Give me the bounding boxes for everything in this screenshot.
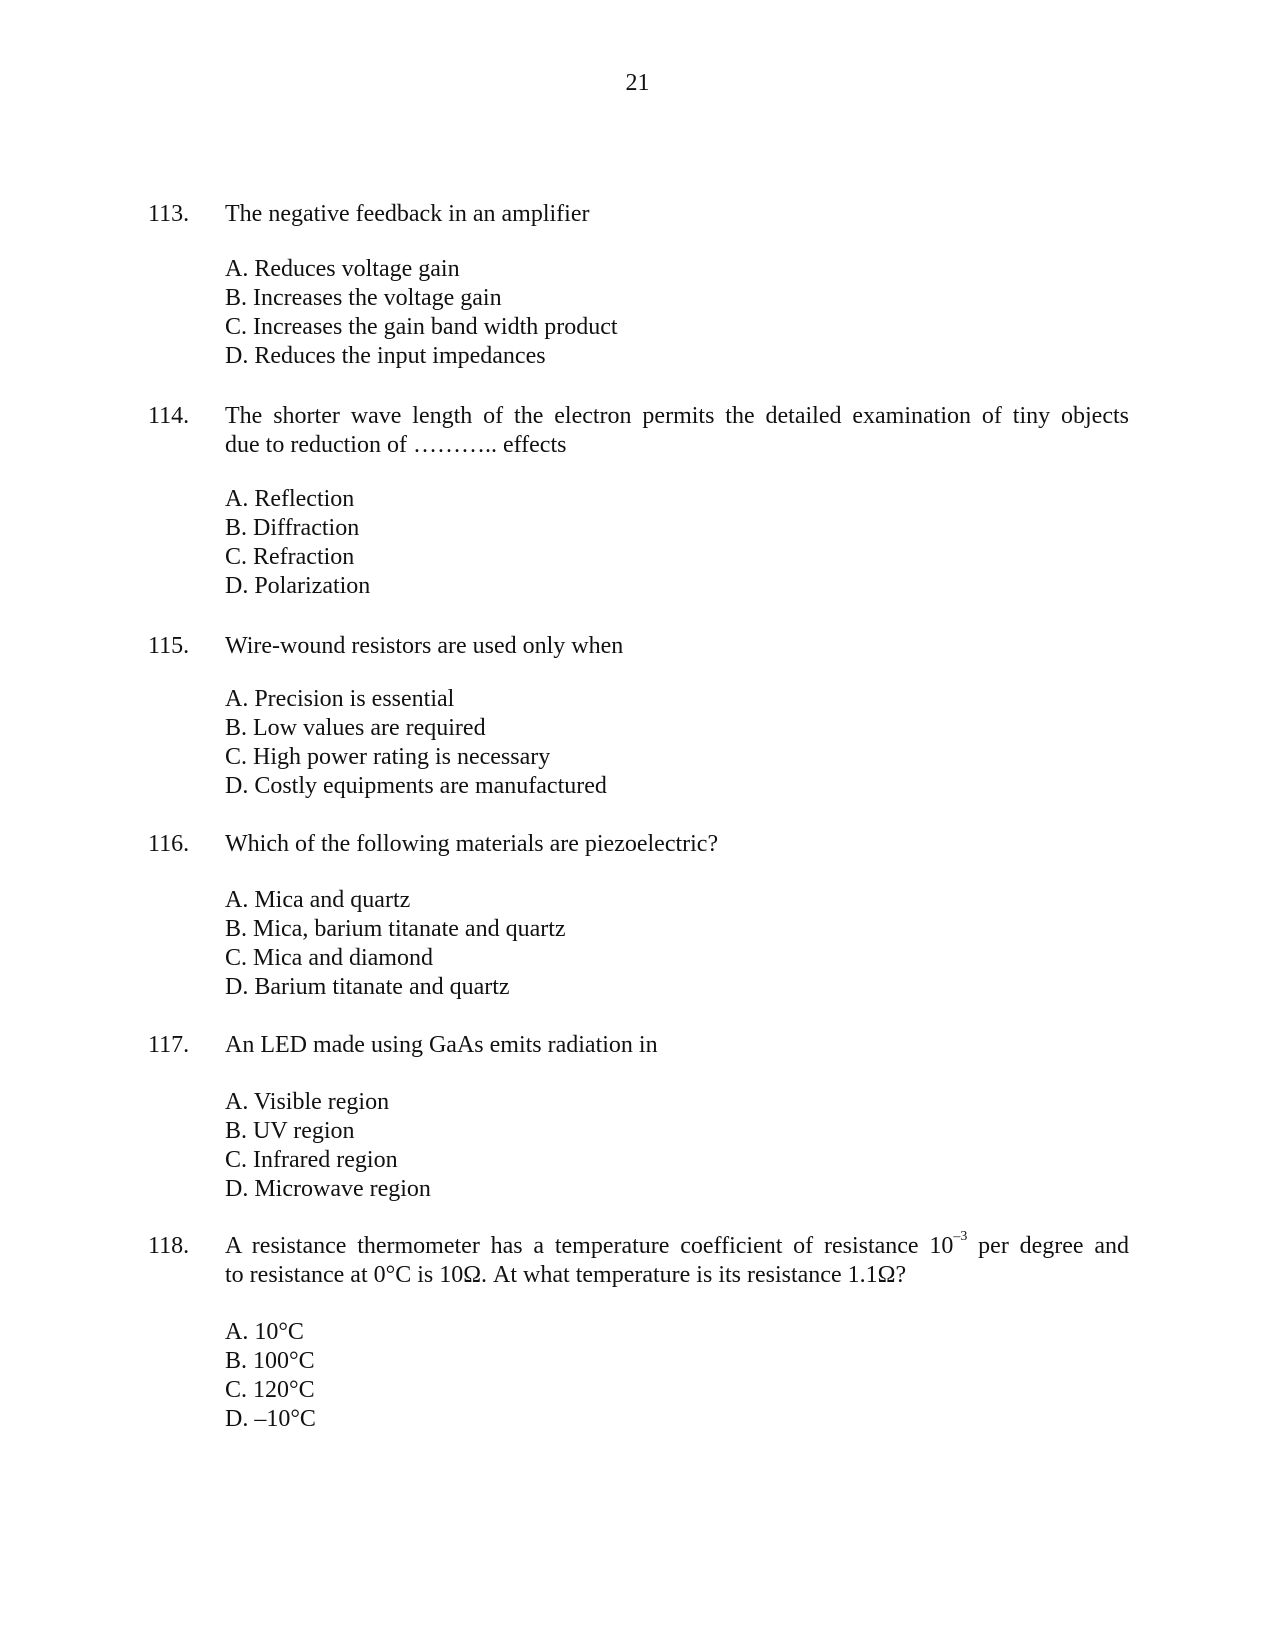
page-number: 21 <box>625 70 650 96</box>
question-number: 114. <box>148 403 190 429</box>
question-text <box>225 402 1129 460</box>
question-text: Wire-wound resistors are used only when <box>225 633 624 659</box>
option-c: C. Mica and diamond <box>225 945 433 971</box>
question-text: Which of the following materials are piezoelectric? <box>225 831 719 857</box>
option-a: A. 10°C <box>225 1319 304 1345</box>
option-c: C. Infrared region <box>225 1147 398 1173</box>
option-d: D. Microwave region <box>225 1176 431 1202</box>
question-text: An LED made using GaAs emits radiation in <box>225 1032 658 1058</box>
option-list <box>225 685 607 801</box>
option-b: B. Diffraction <box>225 515 360 541</box>
exponent: –3 <box>953 1229 968 1244</box>
option-a: A. Reduces voltage gain <box>225 256 460 282</box>
option-d: D. Barium titanate and quartz <box>225 974 510 1000</box>
option-b: B. Low values are required <box>225 715 486 741</box>
option-c: C. Increases the gain band width product <box>225 314 618 340</box>
option-list <box>225 886 566 1002</box>
question-number: 113. <box>148 201 190 227</box>
question-text-line-1 <box>225 1229 1129 1261</box>
question-text-post: per degree and <box>967 1233 1129 1259</box>
question-number: 118. <box>148 1233 190 1259</box>
option-a: A. Visible region <box>225 1089 390 1115</box>
option-list <box>225 1318 316 1434</box>
option-a: A. Mica and quartz <box>225 887 411 913</box>
question-number: 117. <box>148 1032 190 1058</box>
option-c: C. High power rating is necessary <box>225 744 551 770</box>
option-list <box>225 1088 431 1204</box>
option-list <box>225 485 370 601</box>
question-text-line-2: due to reduction of ……….. effects <box>225 432 567 458</box>
question-number: 116. <box>148 831 190 857</box>
option-c: C. Refraction <box>225 544 355 570</box>
question-text-line-1: The shorter wave length of the electron permits the detailed examination of tiny objects <box>225 403 1129 429</box>
question-number: 115. <box>148 633 190 659</box>
option-d: D. Costly equipments are manufactured <box>225 773 607 799</box>
question-text-line-2: to resistance at 0°C is 10Ω. At what temperature is its resistance 1.1Ω? <box>225 1262 907 1288</box>
option-c: C. 120°C <box>225 1377 315 1403</box>
option-d: D. Polarization <box>225 573 371 599</box>
option-b: B. 100°C <box>225 1348 315 1374</box>
option-d: D. Reduces the input impedances <box>225 343 546 369</box>
option-b: B. UV region <box>225 1118 355 1144</box>
question-text: The negative feedback in an amplifier <box>225 201 590 227</box>
question-text <box>225 1229 1129 1290</box>
option-a: A. Precision is essential <box>225 686 455 712</box>
option-d: D. –10°C <box>225 1406 316 1432</box>
option-b: B. Mica, barium titanate and quartz <box>225 916 566 942</box>
option-list <box>225 255 618 371</box>
option-b: B. Increases the voltage gain <box>225 285 502 311</box>
option-a: A. Reflection <box>225 486 355 512</box>
question-text-pre: A resistance thermometer has a temperature coefficient of resistance 10 <box>225 1233 954 1259</box>
